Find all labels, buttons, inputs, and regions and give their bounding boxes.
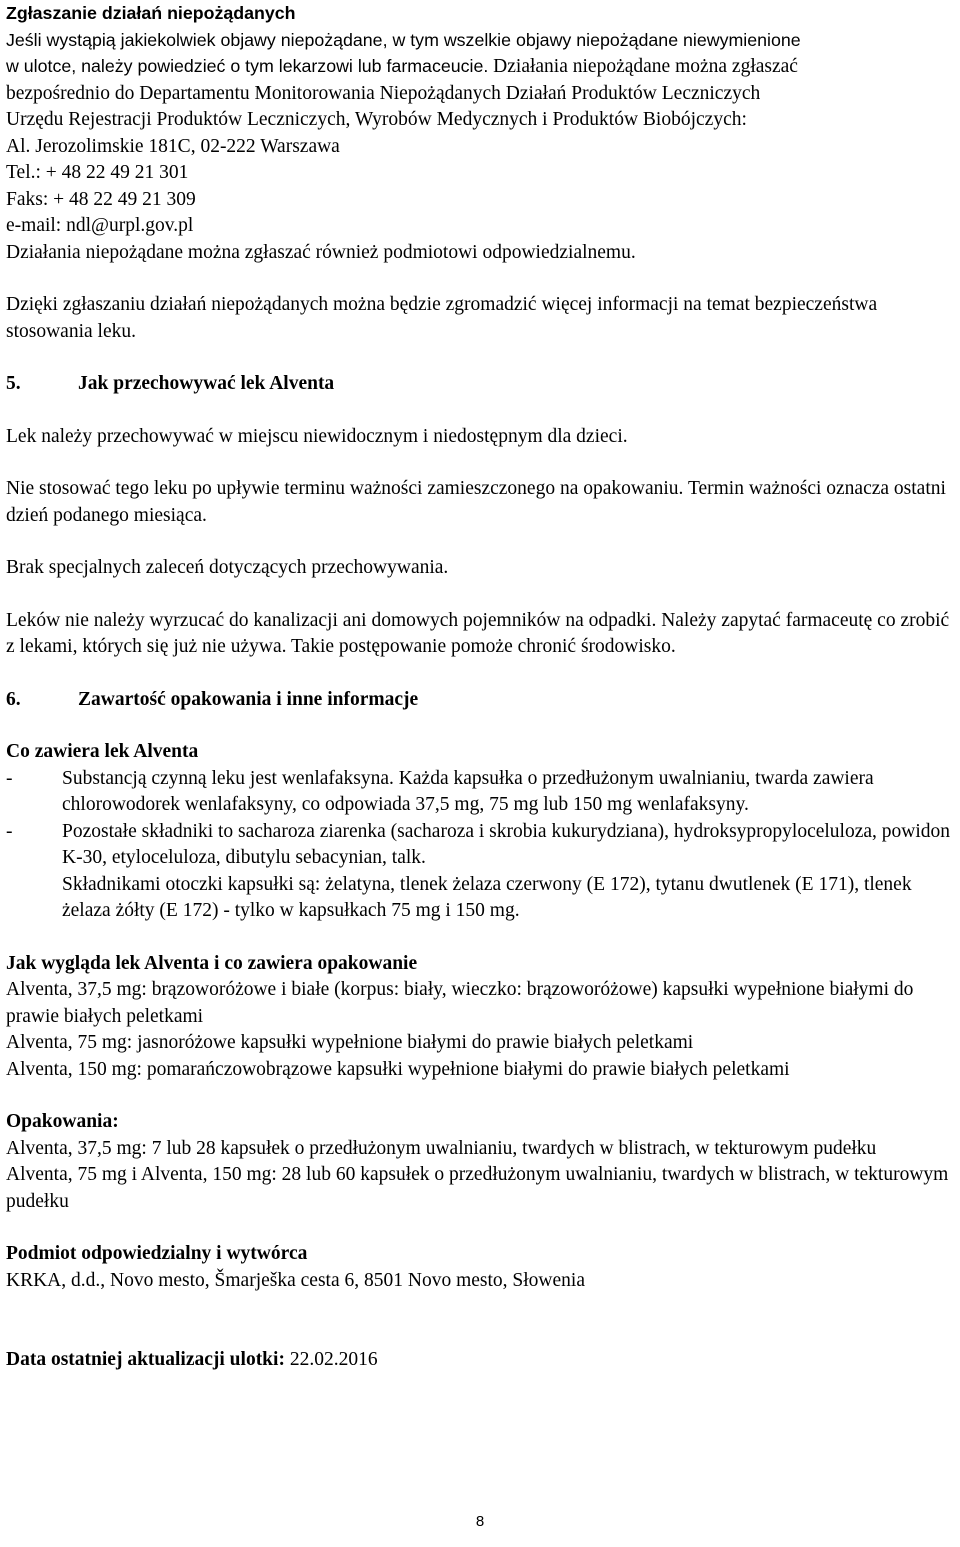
reporting-tel: Tel.: + 48 22 49 21 301 xyxy=(6,162,189,183)
reporting-line-2b: Działania niepożądane można zgłaszać xyxy=(488,56,798,77)
bullet-text xyxy=(62,819,958,925)
revision-date-line xyxy=(6,1347,958,1374)
storage-p3: Brak specjalnych zaleceń dotyczących przechowywania. xyxy=(6,557,449,578)
reporting-line-3: bezpośrednio do Departamentu Monitorowania Niepożądanych Działań Produktów Leczniczych xyxy=(6,82,761,104)
revision-date: 22.02.2016 xyxy=(289,1349,378,1370)
mah-address: KRKA, d.d., Novo mesto, Šmarješka cesta 6, 8501 Novo mesto, Słowenia xyxy=(6,1269,585,1291)
storage-p4: Leków nie należy wyrzucać do kanalizacji ani domowych pojemników na odpadki. Należy zapytać farmaceutę co zrobić z lekami, których się już nie używa. Takie postępowanie pomoże chronić środowisko. xyxy=(6,609,950,657)
bullet-active-substance xyxy=(6,766,958,819)
section-5-number: 5. xyxy=(6,373,21,394)
page-number: 8 xyxy=(475,1513,485,1530)
appearance-37-5: Alventa, 37,5 mg: brązoworóżowe i białe (korpus: biały, wieczko: brązoworóżowe) kapsułki wypełnione białymi do prawie białych peletkami xyxy=(6,979,914,1027)
contents-heading: Co zawiera lek Alventa xyxy=(6,741,199,762)
leaflet-page xyxy=(6,0,958,1374)
section-6-heading xyxy=(6,687,958,714)
reporting-benefit: Dzięki zgłaszaniu działań niepożądanych można będzie zgromadzić więcej informacji na temat bezpieczeństwa stosowania leku. xyxy=(6,294,878,342)
bullet-dash: - xyxy=(6,820,13,842)
section-5-heading xyxy=(6,371,958,398)
bullet-text: Substancją czynną leku jest wenlafaksyna. Każda kapsułka o przedłużonym uwalnianiu, twarda zawiera chlorowodorek wenlafaksyny, co odpowiada 37,5 mg, 75 mg lub 150 mg wenlafaksyny. xyxy=(62,767,874,815)
reporting-line-4: Urzędu Rejestracji Produktów Leczniczych, Wyrobów Medycznych i Produktów Biobójczych: xyxy=(6,109,747,130)
appearance-heading: Jak wygląda lek Alventa i co zawiera opakowanie xyxy=(6,952,418,974)
storage-p1: Lek należy przechowywać w miejscu niewidocznym i niedostępnym dla dzieci. xyxy=(6,425,628,447)
reporting-block xyxy=(6,0,958,266)
email-label: e-mail: xyxy=(6,215,67,236)
capsule-shell-text: Składnikami otoczki kapsułki są: żelatyna, tlenek żelaza czerwony (E 172), tytanu dwutlenek (E 171), tlenek żelaza żółty (E 172) - tylko w kapsułkach 75 mg i 150 mg. xyxy=(62,873,912,921)
appearance-150: Alventa, 150 mg: pomarańczowobrązowe kapsułki wypełnione białymi do prawie białych peletkami xyxy=(6,1058,790,1080)
reporting-heading: Zgłaszanie działań niepożądanych xyxy=(6,3,296,23)
reporting-line-1: Jeśli wystąpią jakiekolwiek objawy niepożądane, w tym wszelkie objawy niepożądane niewymienione xyxy=(6,29,801,50)
mah-heading: Podmiot odpowiedzialny i wytwórca xyxy=(6,1243,308,1264)
reporting-address: Al. Jerozolimskie 181C, 02-222 Warszawa xyxy=(6,135,340,157)
storage-p2: Nie stosować tego leku po upływie terminu ważności zamieszczonego na opakowaniu. Termin ważności oznacza ostatni dzień podanego miesiąca. xyxy=(6,478,946,526)
email-link[interactable]: ndl@urpl.gov.pl xyxy=(66,215,194,236)
excipients-text: Pozostałe składniki to sacharoza ziarenka (sacharoza i skrobia kukurydziana), hydroksypropyloceluloza, powidon K-30, etyloceluloza, dibutylu sebacynian, talk. xyxy=(62,820,951,868)
appearance-75: Alventa, 75 mg: jasnoróżowe kapsułki wypełnione białymi do prawie białych peletkami xyxy=(6,1032,694,1053)
pack-37-5: Alventa, 37,5 mg: 7 lub 28 kapsułek o przedłużonym uwalnianiu, twardych w blistrach, w tekturowym pudełku xyxy=(6,1137,877,1159)
reporting-email-line xyxy=(6,213,958,240)
revision-date-label: Data ostatniej aktualizacji ulotki: xyxy=(6,1349,290,1370)
reporting-fax: Faks: + 48 22 49 21 309 xyxy=(6,188,196,210)
reporting-line-2a: w ulotce, należy powiedzieć o tym lekarzowi lub farmaceucie. xyxy=(6,56,489,76)
section-5-title: Jak przechowywać lek Alventa xyxy=(78,373,335,394)
section-6-title: Zawartość opakowania i inne informacje xyxy=(78,688,419,710)
bullet-excipients xyxy=(6,819,958,925)
reporting-also: Działania niepożądane można zgłaszać również podmiotowi odpowiedzialnemu. xyxy=(6,241,636,263)
reporting-line-2 xyxy=(6,53,958,81)
packs-heading: Opakowania: xyxy=(6,1111,119,1132)
pack-75-150: Alventa, 75 mg i Alventa, 150 mg: 28 lub 60 kapsułek o przedłużonym uwalnianiu, twardych w blistrach, w tekturowym pudełku xyxy=(6,1164,949,1212)
bullet-dash: - xyxy=(6,767,13,789)
section-6-number: 6. xyxy=(6,688,21,710)
